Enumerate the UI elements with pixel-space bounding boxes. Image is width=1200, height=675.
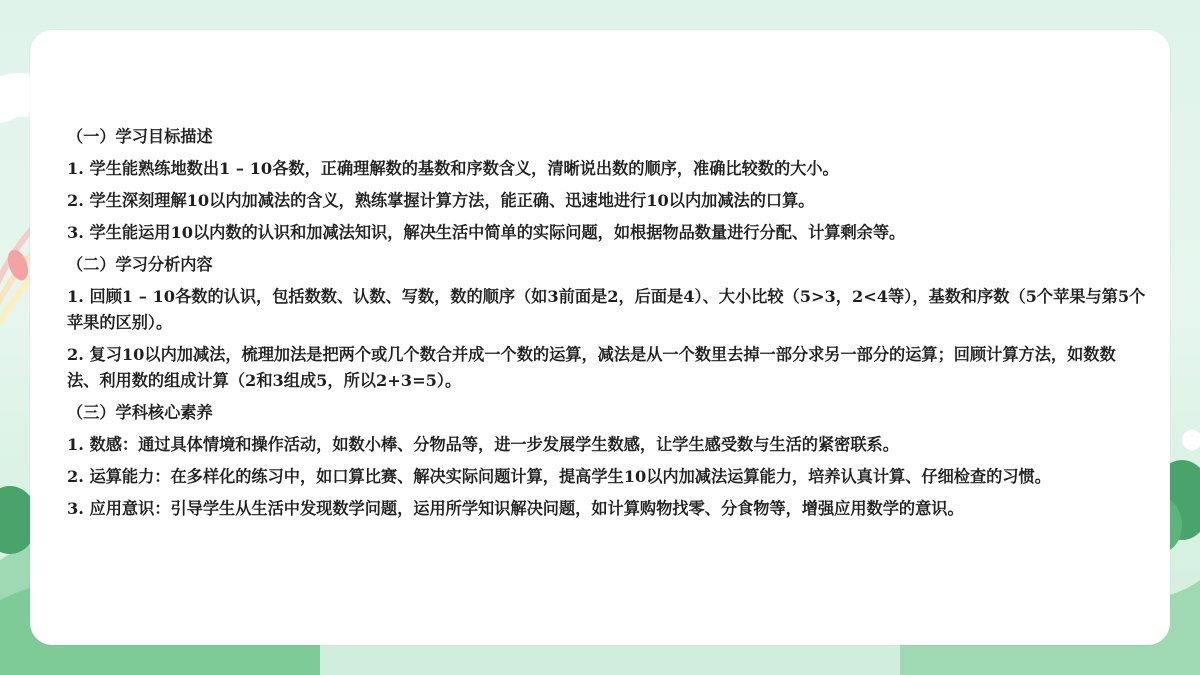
section-heading-1: （一）学习目标描述 — [67, 127, 213, 146]
list-item: 3. 应用意识：引导学生从生活中发现数学问题，运用所学知识解决问题，如计算购物找零、分食物等，增强应用数学的意识。 — [67, 499, 964, 518]
section-heading-2: （二）学习分析内容 — [67, 255, 213, 274]
dot-icon — [1182, 430, 1200, 450]
list-item: 2. 运算能力：在多样化的练习中，如口算比赛、解决实际问题计算，提高学生10以内加减法运算能力，培养认真计算、仔细检查的习惯。 — [67, 467, 1051, 486]
list-item: 1. 学生能熟练地数出1 – 10各数，正确理解数的基数和序数含义，清晰说出数的顺序，准确比较数的大小。 — [67, 159, 839, 178]
list-item: 2. 学生深刻理解10以内加减法的含义，熟练掌握计算方法，能正确、迅速地进行10以内加减法的口算。 — [67, 191, 815, 210]
list-item: 1. 回顾1 – 10各数的认识，包括数数、认数、写数，数的顺序（如3前面是2，后面是4）、大小比较（5>3，2<4等），基数和序数（5个苹果与第5个苹果的区别）。 — [67, 287, 1146, 332]
list-item: 2. 复习10以内加减法，梳理加法是把两个或几个数合并成一个数的运算，减法是从一个数里去掉一部分求另一部分的运算；回顾计算方法，如数数法、利用数的组成计算（2和3组成5，所以2+3=5）。 — [67, 345, 1116, 390]
list-item: 1. 数感：通过具体情境和操作活动，如数小棒、分物品等，进一步发展学生数感，让学生感受数与生活的紧密联系。 — [67, 435, 899, 454]
list-item: 3. 学生能运用10以内数的认识和加减法知识，解决生活中简单的实际问题，如根据物品数量进行分配、计算剩余等。 — [67, 223, 906, 242]
section-heading-3: （三）学科核心素养 — [67, 403, 213, 422]
content-body — [67, 124, 1147, 528]
